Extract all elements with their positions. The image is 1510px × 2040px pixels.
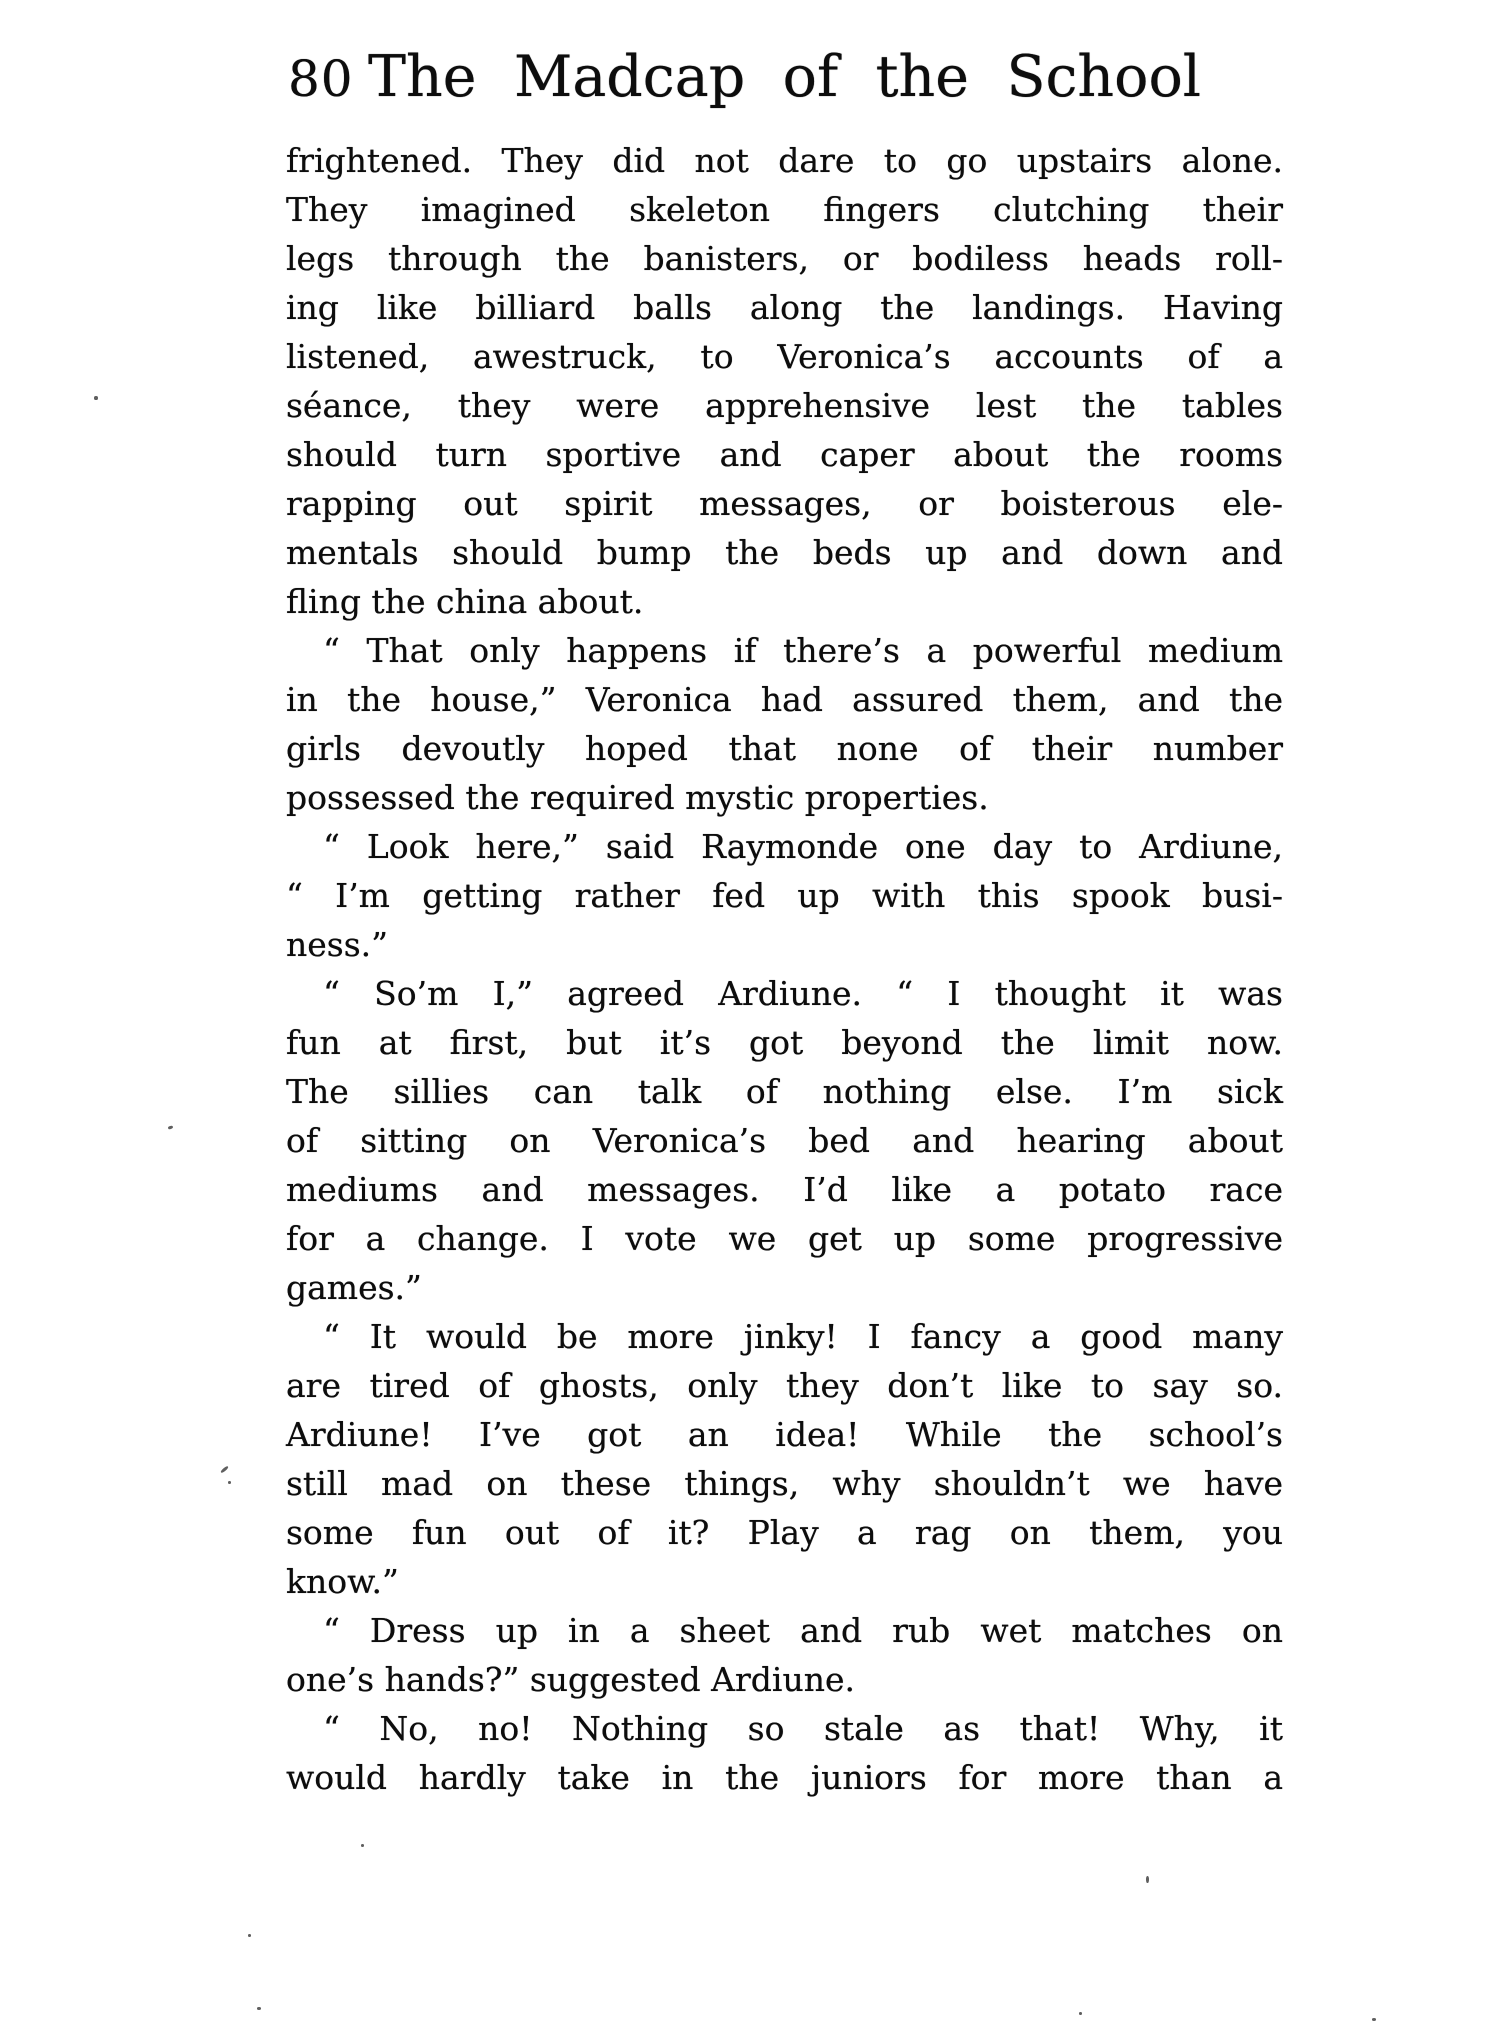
text-line: still mad on these things, why shouldn’t we have bbox=[286, 1464, 1283, 1503]
text-block bbox=[286, 136, 1283, 1802]
scan-speck bbox=[1079, 2012, 1082, 2015]
text-line: frightened. They did not dare to go upstairs alone. bbox=[286, 141, 1283, 180]
scan-speck bbox=[94, 396, 98, 400]
text-line: in the house,” Veronica had assured them, and the bbox=[286, 680, 1283, 719]
text-line: “ Dress up in a sheet and rub wet matches on bbox=[323, 1611, 1283, 1650]
text-line: of sitting on Veronica’s bed and hearing about bbox=[286, 1121, 1283, 1160]
text-line: fun at first, but it’s got beyond the limit now. bbox=[286, 1023, 1283, 1062]
text-line: ing like billiard balls along the landings. Having bbox=[286, 288, 1283, 327]
text-line: “ That only happens if there’s a powerful medium bbox=[323, 631, 1283, 670]
text-line: for a change. I vote we get up some progressive bbox=[286, 1219, 1283, 1258]
text-line: séance, they were apprehensive lest the tables bbox=[286, 386, 1283, 425]
text-line: listened, awestruck, to Veronica’s accounts of a bbox=[286, 337, 1283, 376]
running-head bbox=[286, 30, 1283, 110]
text-line: one’s hands?” suggested Ardiune. bbox=[286, 1660, 855, 1699]
text-line: rapping out spirit messages, or boisterous ele- bbox=[286, 484, 1283, 523]
text-line: mediums and messages. I’d like a potato race bbox=[286, 1170, 1283, 1209]
text-line: some fun out of it? Play a rag on them, you bbox=[286, 1513, 1283, 1552]
page-number: 80 bbox=[288, 50, 354, 108]
text-line: They imagined skeleton fingers clutching their bbox=[286, 190, 1283, 229]
text-line: “ It would be more jinky! I fancy a good many bbox=[323, 1317, 1283, 1356]
scan-speck bbox=[257, 2007, 261, 2010]
text-line: “ Look here,” said Raymonde one day to Ardiune, bbox=[323, 827, 1283, 866]
scan-speck bbox=[248, 1934, 251, 1937]
text-line: legs through the banisters, or bodiless heads roll- bbox=[286, 239, 1283, 278]
text-line: should turn sportive and caper about the rooms bbox=[286, 435, 1283, 474]
text-line: “ I’m getting rather fed up with this spook busi- bbox=[286, 876, 1283, 915]
text-line: mentals should bump the beds up and down and bbox=[286, 533, 1283, 572]
text-line: know.” bbox=[286, 1562, 399, 1601]
page-title: The Madcap of the School bbox=[368, 44, 1201, 110]
text-line: would hardly take in the juniors for more than a bbox=[286, 1758, 1283, 1797]
text-line: ness.” bbox=[286, 925, 389, 964]
text-line: The sillies can talk of nothing else. I’m sick bbox=[286, 1072, 1283, 1111]
text-line: games.” bbox=[286, 1268, 422, 1307]
scan-speck bbox=[1372, 2018, 1376, 2021]
scan-speck bbox=[1146, 1876, 1149, 1883]
scan-speck bbox=[168, 1125, 174, 1130]
scan-speck bbox=[220, 1465, 229, 1473]
scan-speck bbox=[361, 1844, 364, 1847]
text-line: girls devoutly hoped that none of their number bbox=[286, 729, 1283, 768]
text-line: possessed the required mystic properties. bbox=[286, 778, 989, 817]
text-line: are tired of ghosts, only they don’t like to say so. bbox=[286, 1366, 1283, 1405]
text-line: “ So’m I,” agreed Ardiune. “ I thought it was bbox=[323, 974, 1283, 1013]
text-line: “ No, no! Nothing so stale as that! Why, it bbox=[323, 1709, 1283, 1748]
scan-speck bbox=[228, 1481, 231, 1484]
text-line: Ardiune! I’ve got an idea! While the school’s bbox=[286, 1415, 1283, 1454]
text-line: fling the china about. bbox=[286, 582, 644, 621]
